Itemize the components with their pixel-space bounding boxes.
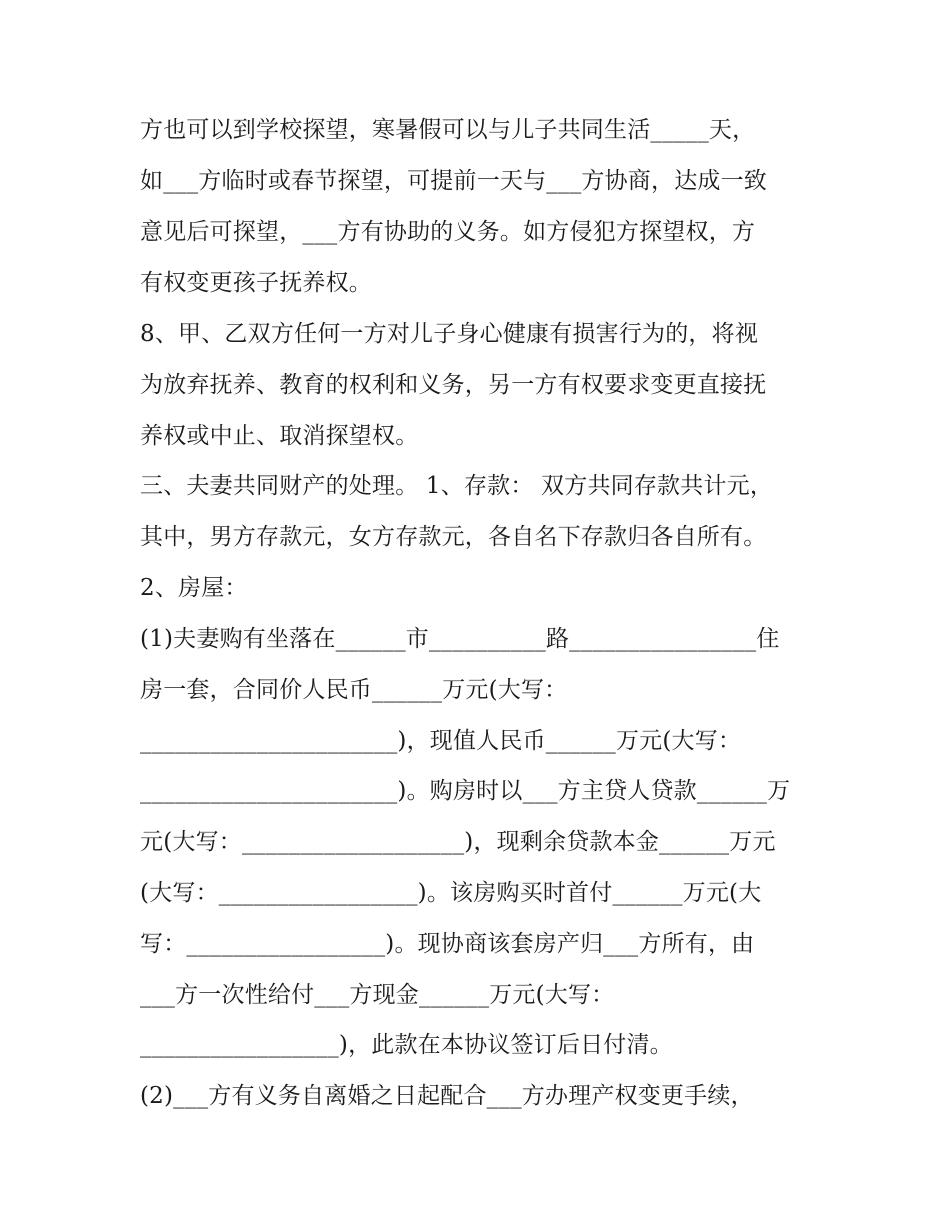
text-line: 意见后可探望，___方有协助的义务。如方侵犯方探望权，方 (140, 219, 756, 245)
text-line: (1)夫妻购有坐落在______市__________路________________住 (140, 626, 780, 652)
text-line: 有权变更孩子抚养权。 (140, 270, 372, 296)
text-line: 如___方临时或春节探望，可提前一天与___方协商，达成一致 (140, 168, 767, 194)
text-line: ___方一次性给付___方现金______万元(大写： (140, 982, 615, 1008)
text-line: 养权或中止、取消探望权。 (140, 423, 419, 449)
text-line: 8、甲、乙双方任何一方对儿子身心健康有损害行为的，将视 (140, 321, 759, 347)
text-line: 为放弃抚养、教育的权利和义务，另一方有权要求变更直接抚 (140, 372, 767, 398)
text-line: ______________________)，现值人民币______万元(大写： (140, 728, 742, 754)
text-line: _________________)，此款在本协议签订后日付清。 (140, 1032, 673, 1058)
subsection-heading-line: 2、房屋： (140, 575, 248, 601)
text-line: ______________________)。购房时以___方主贷人贷款______万 (140, 778, 791, 804)
section-heading-line: 三、夫妻共同财产的处理。 1、存款： 双方共同存款共计元， (140, 473, 774, 499)
text-line: (大写：_________________)。该房购买时首付______万元(大 (140, 880, 762, 906)
text-line: 写：_________________)。现协商该套房产归___方所有，由 (140, 931, 755, 957)
text-line: 其中，男方存款元，女方存款元，各自名下存款归各自所有。 (140, 524, 767, 550)
text-line: 房一套，合同价人民币______万元(大写： (140, 677, 568, 703)
text-line: (2)___方有义务自离婚之日起配合___方办理产权变更手续， (140, 1083, 754, 1109)
text-line: 元(大写：___________________)，现剩余贷款本金______万元 (140, 829, 776, 855)
text-line: 方也可以到学校探望，寒暑假可以与儿子共同生活_____天， (140, 117, 756, 143)
